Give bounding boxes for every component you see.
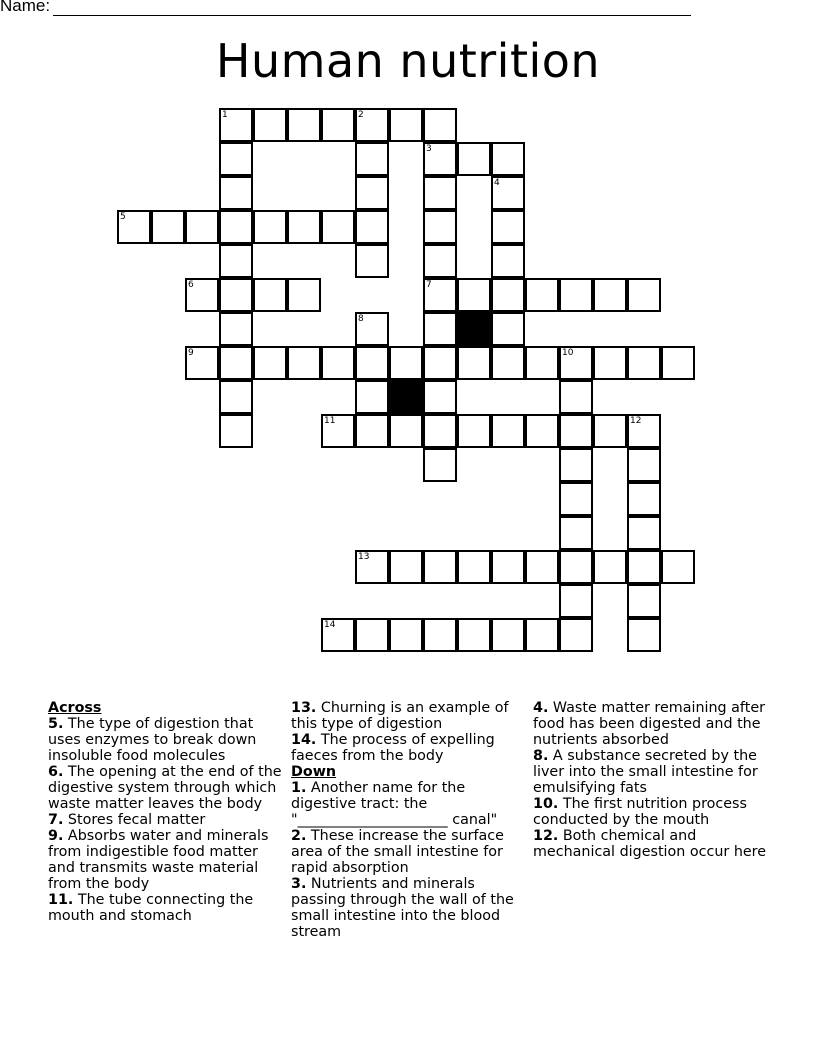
- clue-item: [48, 764, 284, 812]
- crossword-cell[interactable]: [593, 278, 627, 312]
- crossword-cell[interactable]: [457, 278, 491, 312]
- clue-number: 1: [222, 110, 228, 120]
- black-cell: [457, 312, 491, 346]
- crossword-cell[interactable]: [559, 516, 593, 550]
- crossword-cell[interactable]: [423, 346, 457, 380]
- clue-text: Absorbs water and minerals from indigestible food matter and transmits waste material from the body: [48, 828, 269, 892]
- clue-number-label: 14.: [291, 732, 317, 748]
- clue-item: [533, 796, 769, 828]
- crossword-cell[interactable]: [355, 414, 389, 448]
- crossword-cell[interactable]: [219, 380, 253, 414]
- crossword-cell[interactable]: [593, 550, 627, 584]
- crossword-cell[interactable]: [219, 108, 253, 142]
- crossword-cell[interactable]: [423, 312, 457, 346]
- clue-text: These increase the surface area of the small intestine for rapid absorption: [291, 828, 504, 876]
- clue-text: Waste matter remaining after food has been digested and the nutrients absorbed: [533, 700, 765, 748]
- clue-item: [291, 780, 527, 828]
- crossword-cell[interactable]: [389, 346, 423, 380]
- crossword-cell[interactable]: [219, 414, 253, 448]
- clue-text: Nutrients and minerals passing through the wall of the small intestine into the blood stream: [291, 876, 514, 940]
- black-cell: [389, 380, 423, 414]
- crossword-cell[interactable]: [491, 244, 525, 278]
- crossword-cell[interactable]: [593, 414, 627, 448]
- crossword-cell[interactable]: [355, 142, 389, 176]
- clue-number-label: 10.: [533, 796, 559, 812]
- crossword-cell[interactable]: [423, 550, 457, 584]
- clue-item: [48, 828, 284, 892]
- crossword-cell[interactable]: [185, 278, 219, 312]
- clue-number: 8: [358, 314, 364, 324]
- clue-item: [291, 700, 527, 732]
- clue-item: [48, 892, 284, 924]
- crossword-cell[interactable]: [559, 550, 593, 584]
- crossword-cell[interactable]: [219, 278, 253, 312]
- crossword-cell[interactable]: [627, 482, 661, 516]
- clue-item: [533, 700, 769, 748]
- crossword-cell[interactable]: [389, 414, 423, 448]
- clue-item: [291, 876, 527, 940]
- clue-number-label: 3.: [291, 876, 307, 892]
- crossword-cell[interactable]: [423, 210, 457, 244]
- crossword-cell[interactable]: [117, 210, 151, 244]
- crossword-cell[interactable]: [661, 346, 695, 380]
- crossword-cell[interactable]: [321, 108, 355, 142]
- crossword-cell[interactable]: [491, 346, 525, 380]
- crossword-cell[interactable]: [287, 108, 321, 142]
- crossword-cell[interactable]: [491, 550, 525, 584]
- clue-number: 9: [188, 348, 194, 358]
- clue-text: Both chemical and mechanical digestion occur here: [533, 828, 767, 860]
- crossword-cell[interactable]: [525, 414, 559, 448]
- clue-text: The first nutrition process conducted by the mouth: [533, 796, 747, 828]
- clue-item: [48, 812, 284, 828]
- clue-text: Another name for the digestive tract: the "_____________________ canal": [291, 780, 498, 828]
- clue-number: 3: [426, 144, 432, 154]
- clue-number: 2: [358, 110, 364, 120]
- crossword-cell[interactable]: [457, 346, 491, 380]
- clue-number: 13: [358, 552, 370, 562]
- crossword-cell[interactable]: [627, 346, 661, 380]
- crossword-cell[interactable]: [491, 142, 525, 176]
- clue-number-label: 9.: [48, 828, 64, 844]
- crossword-cell[interactable]: [287, 346, 321, 380]
- clue-number: 4: [494, 178, 500, 188]
- clue-column-1: [48, 700, 284, 924]
- crossword-cell[interactable]: [491, 618, 525, 652]
- crossword-cell[interactable]: [491, 278, 525, 312]
- clue-number-label: 2.: [291, 828, 307, 844]
- clue-number-label: 11.: [48, 892, 74, 908]
- clue-item: [48, 716, 284, 764]
- clue-item: [291, 828, 527, 876]
- crossword-cell[interactable]: [491, 176, 525, 210]
- name-label: Name:: [0, 0, 51, 15]
- crossword-cell[interactable]: [253, 108, 287, 142]
- clue-number: 12: [630, 416, 642, 426]
- crossword-cell[interactable]: [355, 618, 389, 652]
- crossword-cell[interactable]: [355, 210, 389, 244]
- crossword-cell[interactable]: [423, 414, 457, 448]
- clue-number-label: 13.: [291, 700, 317, 716]
- clue-number-label: 4.: [533, 700, 549, 716]
- crossword-cell[interactable]: [219, 346, 253, 380]
- crossword-cell[interactable]: [151, 210, 185, 244]
- clue-number-label: 8.: [533, 748, 549, 764]
- crossword-cell[interactable]: [627, 414, 661, 448]
- clue-number: 5: [120, 212, 126, 222]
- crossword-cell[interactable]: [355, 108, 389, 142]
- crossword-cell[interactable]: [559, 414, 593, 448]
- crossword-cell[interactable]: [559, 448, 593, 482]
- clue-number-label: 1.: [291, 780, 307, 796]
- crossword-cell[interactable]: [423, 244, 457, 278]
- crossword-cell[interactable]: [287, 210, 321, 244]
- clue-number: 11: [324, 416, 336, 426]
- crossword-cell[interactable]: [559, 584, 593, 618]
- crossword-cell[interactable]: [525, 550, 559, 584]
- crossword-cell[interactable]: [219, 244, 253, 278]
- crossword-cell[interactable]: [253, 278, 287, 312]
- clue-item: [533, 748, 769, 796]
- crossword-cell[interactable]: [185, 346, 219, 380]
- crossword-cell[interactable]: [423, 448, 457, 482]
- crossword-cell[interactable]: [559, 618, 593, 652]
- crossword-cell[interactable]: [525, 618, 559, 652]
- crossword-cell[interactable]: [423, 108, 457, 142]
- crossword-cell[interactable]: [355, 176, 389, 210]
- crossword-cell[interactable]: [219, 142, 253, 176]
- crossword-cell[interactable]: [423, 176, 457, 210]
- crossword-cell[interactable]: [627, 448, 661, 482]
- page-title: Human nutrition: [215, 34, 601, 88]
- crossword-cell[interactable]: [253, 346, 287, 380]
- clue-column-3: [533, 700, 769, 860]
- crossword-cell[interactable]: [559, 346, 593, 380]
- clue-text: The opening at the end of the digestive system through which waste matter leaves the body: [48, 764, 282, 812]
- crossword-cell[interactable]: [491, 210, 525, 244]
- down-heading: Down: [291, 764, 337, 780]
- across-heading: Across: [48, 700, 102, 716]
- crossword-cell[interactable]: [355, 380, 389, 414]
- crossword-cell[interactable]: [525, 278, 559, 312]
- crossword-cell[interactable]: [491, 414, 525, 448]
- clue-number-label: 6.: [48, 764, 64, 780]
- crossword-cell[interactable]: [321, 414, 355, 448]
- crossword-cell[interactable]: [627, 550, 661, 584]
- clue-text: A substance secreted by the liver into the small intestine for emulsifying fats: [533, 748, 758, 796]
- clue-text: The process of expelling faeces from the body: [291, 732, 495, 764]
- crossword-cell[interactable]: [457, 618, 491, 652]
- crossword-cell[interactable]: [355, 346, 389, 380]
- crossword-cell[interactable]: [423, 142, 457, 176]
- clue-number: 10: [562, 348, 574, 358]
- crossword-cell[interactable]: [423, 380, 457, 414]
- clue-text: Churning is an example of this type of digestion: [291, 700, 509, 732]
- crossword-cell[interactable]: [355, 550, 389, 584]
- crossword-cell[interactable]: [627, 618, 661, 652]
- clue-number-label: 5.: [48, 716, 64, 732]
- crossword-cell[interactable]: [321, 618, 355, 652]
- clue-item: [291, 732, 527, 764]
- crossword-cell[interactable]: [423, 278, 457, 312]
- crossword-cell[interactable]: [627, 278, 661, 312]
- crossword-cell[interactable]: [457, 550, 491, 584]
- crossword-cell[interactable]: [525, 346, 559, 380]
- clue-number: 7: [426, 280, 432, 290]
- crossword-cell[interactable]: [627, 584, 661, 618]
- crossword-cell[interactable]: [389, 618, 423, 652]
- clue-number: 6: [188, 280, 194, 290]
- clue-text: The tube connecting the mouth and stomach: [48, 892, 254, 924]
- crossword-cell[interactable]: [423, 618, 457, 652]
- crossword-cell[interactable]: [559, 380, 593, 414]
- clue-item: [533, 828, 769, 860]
- clue-column-2: [291, 700, 527, 940]
- crossword-cell[interactable]: [661, 550, 695, 584]
- clue-number: 14: [324, 620, 336, 630]
- crossword-cell[interactable]: [219, 312, 253, 346]
- crossword-cell[interactable]: [253, 210, 287, 244]
- clue-number-label: 7.: [48, 812, 64, 828]
- clue-number-label: 12.: [533, 828, 559, 844]
- crossword-cell[interactable]: [321, 346, 355, 380]
- clue-text: Stores fecal matter: [63, 812, 206, 828]
- crossword-cell[interactable]: [559, 482, 593, 516]
- crossword-cell[interactable]: [593, 346, 627, 380]
- crossword-cell[interactable]: [627, 516, 661, 550]
- crossword-cell[interactable]: [389, 108, 423, 142]
- crossword-cell[interactable]: [219, 210, 253, 244]
- clue-text: The type of digestion that uses enzymes to break down insoluble food molecules: [48, 716, 257, 764]
- crossword-cell[interactable]: [389, 550, 423, 584]
- crossword-cell[interactable]: [355, 244, 389, 278]
- crossword-cell[interactable]: [219, 176, 253, 210]
- crossword-cell[interactable]: [457, 414, 491, 448]
- crossword-cell[interactable]: [287, 278, 321, 312]
- crossword-cell[interactable]: [321, 210, 355, 244]
- crossword-cell[interactable]: [491, 312, 525, 346]
- crossword-cell[interactable]: [559, 278, 593, 312]
- crossword-cell[interactable]: [355, 312, 389, 346]
- crossword-cell[interactable]: [457, 142, 491, 176]
- crossword-cell[interactable]: [185, 210, 219, 244]
